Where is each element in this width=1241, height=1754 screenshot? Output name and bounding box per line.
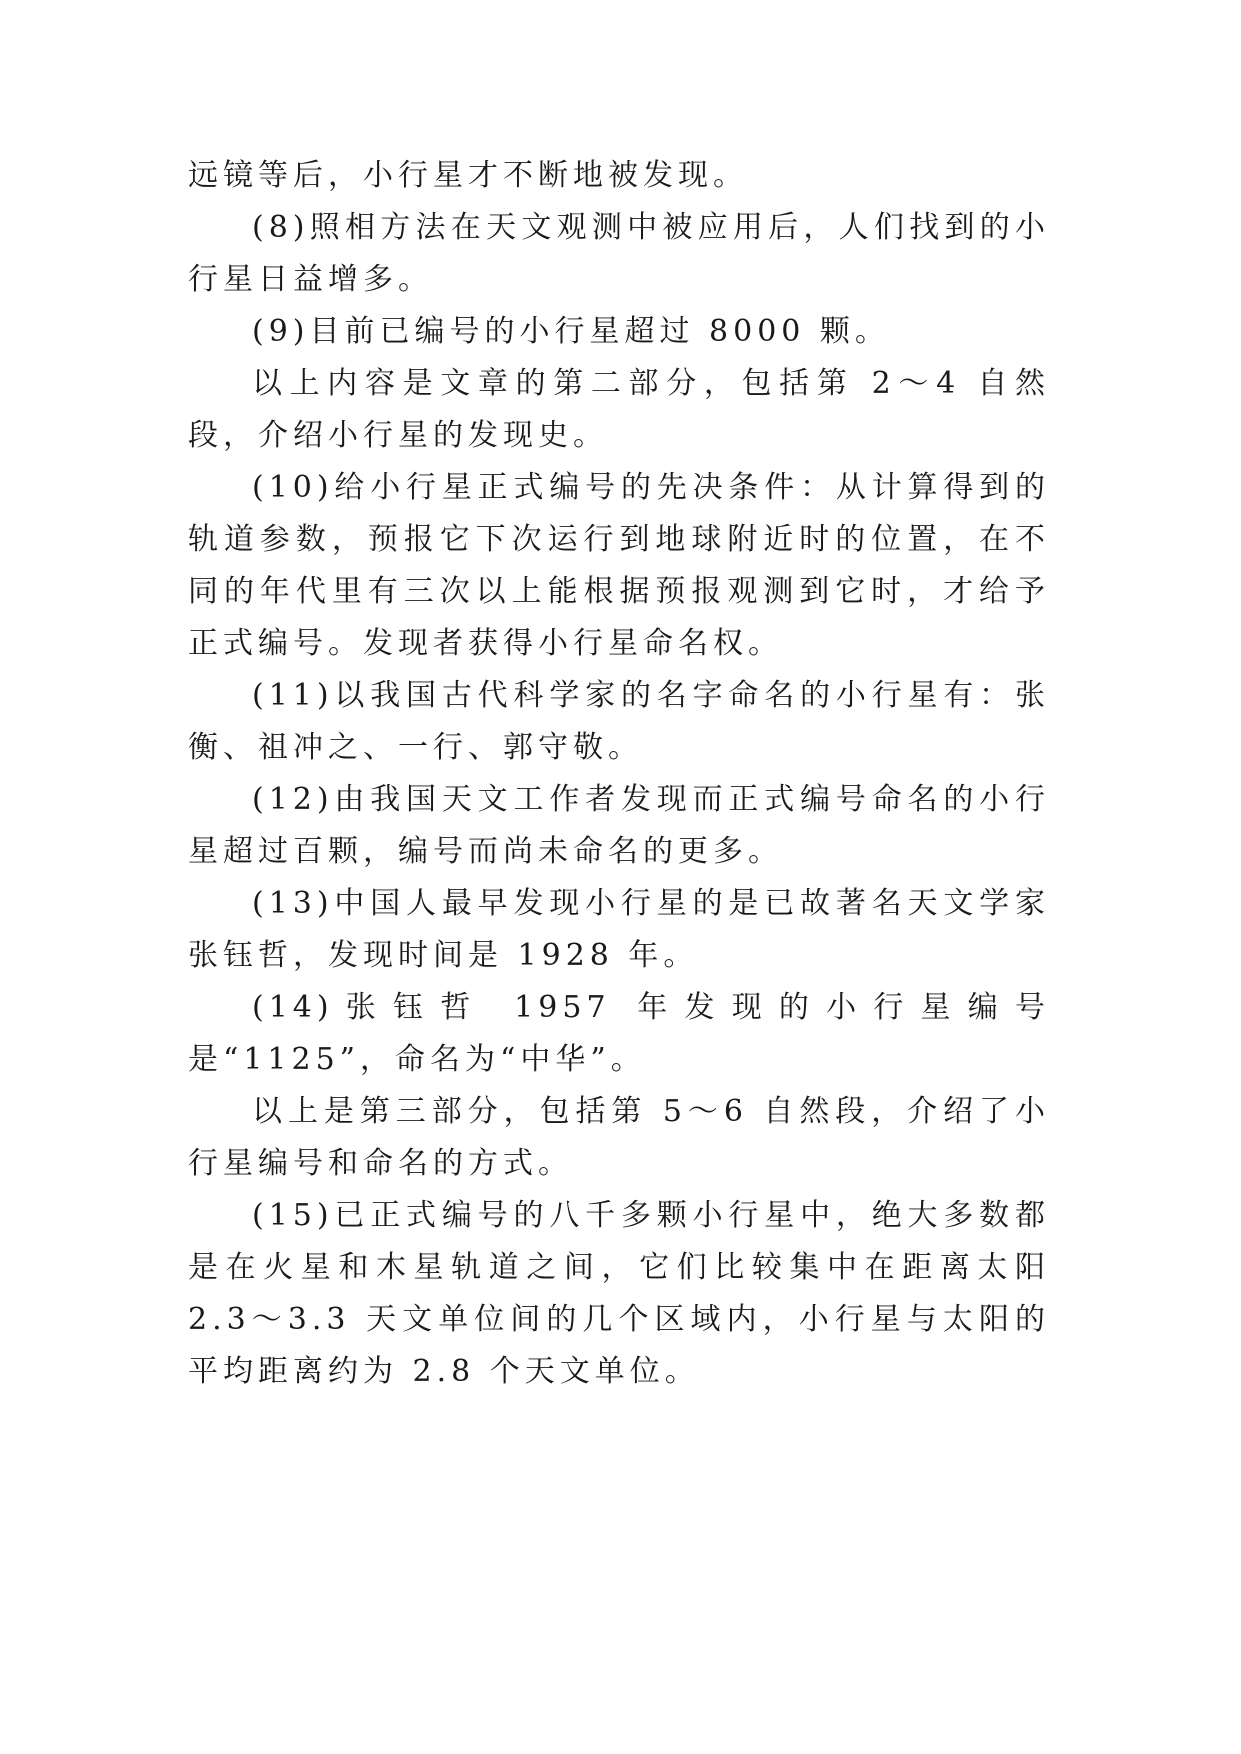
paragraph: (9)目前已编号的小行星超过 8000 颗。 — [252, 314, 890, 349]
paragraph: (14)张钰哲 1957 年发现的小行星编号是“1125”，命名为“中华”。 — [188, 990, 1050, 1077]
paragraph: 以上内容是文章的第二部分，包括第 2～4 自然段，介绍小行星的发现史。 — [188, 366, 1050, 453]
paragraph: (13)中国人最早发现小行星的是已故著名天文学家张钰哲，发现时间是 1928 年。 — [188, 886, 1050, 973]
document-body — [188, 150, 1050, 1398]
paragraph: (8)照相方法在天文观测中被应用后，人们找到的小行星日益增多。 — [188, 210, 1050, 297]
paragraph: (10)给小行星正式编号的先决条件：从计算得到的轨道参数，预报它下次运行到地球附近时的位置，在不同的年代里有三次以上能根据预报观测到它时，才给予正式编号。发现者获得小行星命名权。 — [188, 470, 1050, 661]
paragraph: 远镜等后，小行星才不断地被发现。 — [188, 158, 748, 193]
paragraph: 以上是第三部分，包括第 5～6 自然段，介绍了小行星编号和命名的方式。 — [188, 1094, 1050, 1181]
paragraph: (11)以我国古代科学家的名字命名的小行星有：张衡、祖冲之、一行、郭守敬。 — [188, 678, 1050, 765]
paragraph: (12)由我国天文工作者发现而正式编号命名的小行星超过百颗，编号而尚未命名的更多。 — [188, 782, 1050, 869]
paragraph: (15)已正式编号的八千多颗小行星中，绝大多数都是在火星和木星轨道之间，它们比较集中在距离太阳 2.3～3.3 天文单位间的几个区域内，小行星与太阳的平均距离约为 2.8 个天文单位。 — [188, 1198, 1050, 1389]
